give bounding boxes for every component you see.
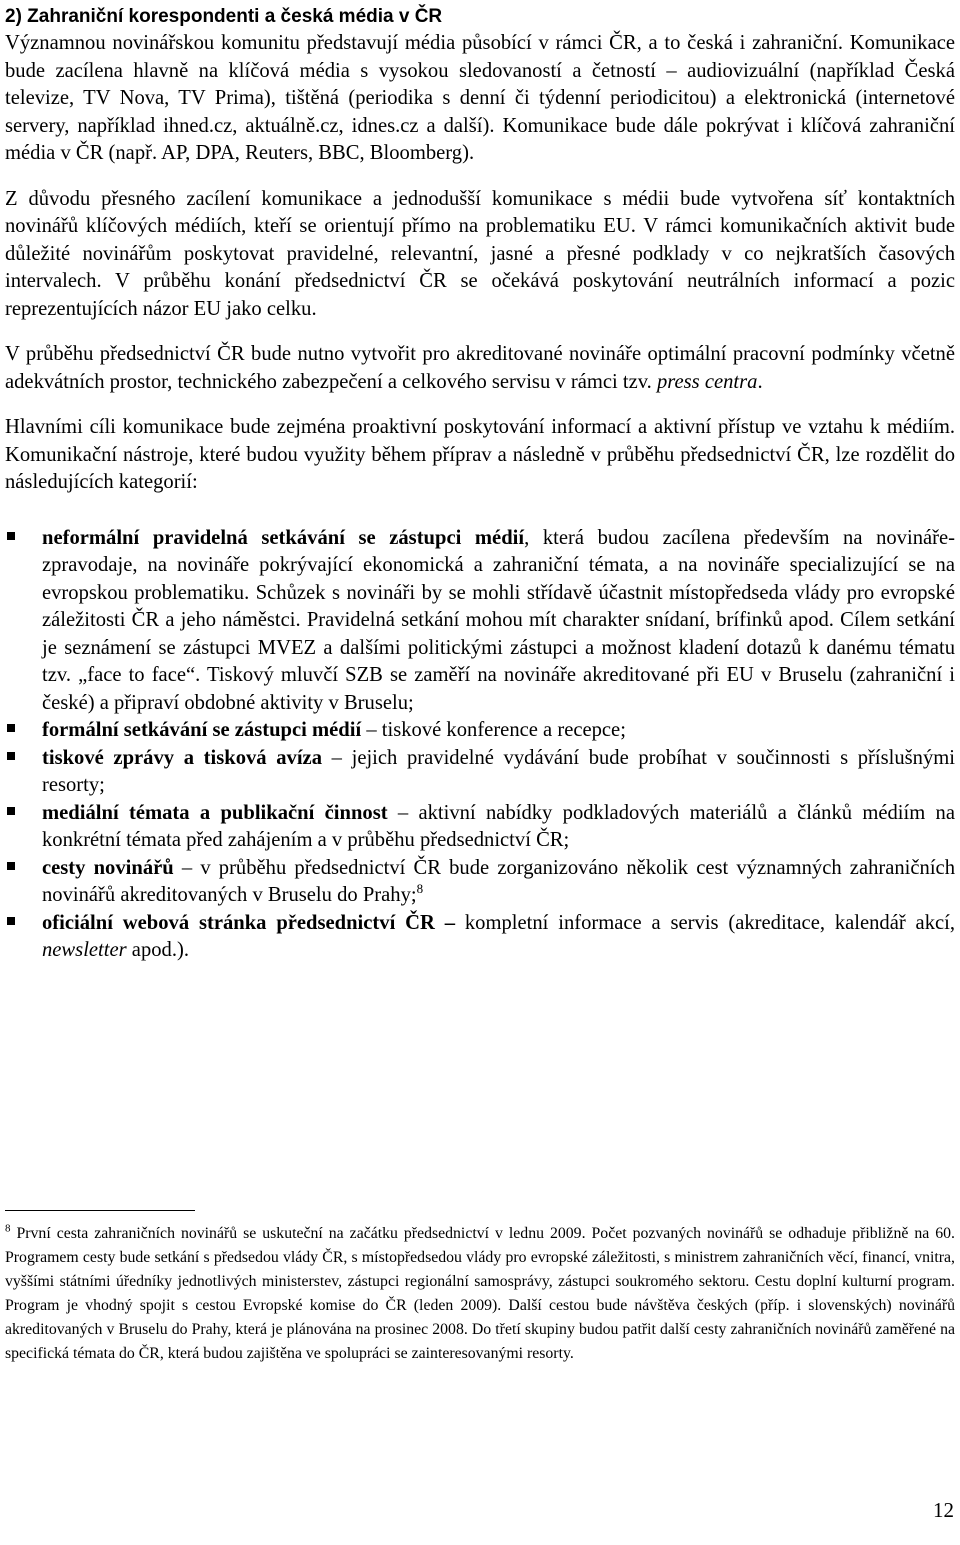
press-centre-italic: press centra bbox=[656, 370, 758, 393]
footnote-divider bbox=[5, 1210, 195, 1211]
list-item bbox=[5, 800, 955, 855]
communication-tools-list bbox=[5, 525, 955, 965]
list-item-text: – jejich pravidelné vydávání bude probíhat v součinnosti s příslušnými resorty; bbox=[42, 746, 955, 796]
press-centre-end: . bbox=[757, 370, 763, 393]
list-item bbox=[5, 910, 955, 965]
square-bullet-icon bbox=[7, 724, 15, 732]
list-item-text: , která budou zacílena především na novináře-zpravodaje, na novináře pokrývající ekonomická a zahraniční témata, a na novináře specializující se na evropskou problematiku. Schůzek s novináři by se mohli střídavě účastnit místopředseda vlády pro evropské záležitosti ČR a jeho náměstci. Pravidelná setkání mohou mít charakter snídaní, brífinků apod. Cílem setkání je seznámení se zástupci MVEZ a dalšími politickými zástupci a možnost kladení dotazů k danému tématu tzv. „face to face“. Tiskový mluvčí SZB se zaměří na novináře akreditované při EU v Bruselu (zahraniční i české) a připraví obdobné aktivity v Bruselu; bbox=[42, 526, 955, 714]
paragraph-communication-goals: Hlavními cíli komunikace bude zejména proaktivní poskytování informací a aktivní přístup ve vztahu k médiím. Komunikační nástroje, které budou využity během příprav a následně v průběhu předsednictví ČR, lze rozdělit do následujících kategorií: bbox=[5, 416, 955, 493]
section-heading: 2) Zahraniční korespondenti a česká média v ČR bbox=[5, 6, 443, 27]
list-item-bold: tiskové zprávy a tisková avíza bbox=[42, 746, 322, 769]
list-item-bold: oficiální webová stránka předsednictví ČR – bbox=[42, 911, 456, 934]
paragraph-media-community: Významnou novinářskou komunitu představují média působící v rámci ČR, a to česká i zahraniční. Komunikace bude zacílena hlavně na klíčová média s vysokou sledovaností a četností – audiovizuální (například Česká televize, TV Nova, TV Prima), tištěná (periodika s denní či týdenní periodicitou) a elektronická (internetové servery, například ihned.cz, aktuálně.cz, idnes.cz a další). Komunikace bude dále pokrývat i klíčová zahraniční média v ČR (např. AP, DPA, Reuters, BBC, Bloomberg). bbox=[5, 32, 955, 164]
list-item-tail: apod.). bbox=[126, 939, 189, 961]
list-item bbox=[5, 717, 955, 745]
footnote bbox=[5, 1222, 955, 1366]
square-bullet-icon bbox=[7, 917, 15, 925]
list-item-text: – v průběhu předsednictví ČR bude zorganizováno několik cest významných zahraničních novinářů akreditovaných v Bruselu do Prahy; bbox=[42, 856, 955, 906]
list-item bbox=[5, 525, 955, 718]
list-item-bold: formální setkávání se zástupci médií bbox=[42, 719, 362, 741]
list-item-text: – aktivní nabídky podkladových materiálů a článků médiím na konkrétní témata před zahájením a v průběhu předsednictví ČR; bbox=[42, 801, 955, 851]
list-item-bold: cesty novinářů bbox=[42, 856, 174, 879]
list-item-text: kompletní informace a servis (akreditace, kalendář akcí, bbox=[455, 911, 956, 934]
square-bullet-icon bbox=[7, 862, 15, 870]
square-bullet-icon bbox=[7, 532, 15, 540]
footnote-reference[interactable]: 8 bbox=[416, 881, 424, 897]
footnote-mark: 8 bbox=[5, 1222, 11, 1235]
list-item bbox=[5, 855, 955, 910]
list-item-italic: newsletter bbox=[42, 939, 127, 961]
square-bullet-icon bbox=[7, 752, 15, 760]
paragraph-contact-network: Z důvodu přesného zacílení komunikace a jednodušší komunikace s médii bude vytvořena síť kontaktních novinářů klíčových médiích, kteří se orientují přímo na problematiku EU. V rámci komunikačních aktivit bude důležité novinářům poskytovat pravidelné, relevantní, jasné a přesné podklady v co nejkratších časových intervalech. V průběhu konání předsednictví ČR se očekává poskytování neutrálních informací a pozic reprezentujících názor EU jako celku. bbox=[5, 187, 955, 320]
list-item bbox=[5, 745, 955, 800]
paragraph-press-centre bbox=[5, 341, 955, 396]
document-page bbox=[5, 0, 955, 965]
page-number: 12 bbox=[933, 1498, 954, 1522]
footnote-text: První cesta zahraničních novinářů se uskuteční na začátku předsednictví v lednu 2009. Počet pozvaných novinářů se odhaduje přibližně na 60. Programem cesty bude setkání s předsedou vlády ČR, s místopředsedou vlády pro evropské záležitosti, s ministrem zahraničních věcí, financí, vnitra, vyššími státními úředníky jednotlivých ministerstev, zástupci regionální samosprávy, zástupci soukromého sektoru. Cestu doplní kulturní program. Program je vhodný spojit s cestou Evropské komise do ČR (leden 2009). Další cestou bude návštěva českých (příp. i slovenských) novinářů akreditovaných v Bruselu do Prahy, která je plánována na prosinec 2008. Do třetí skupiny budou patřit další cesty zahraničních novinářů zaměřené na specifická témata do ČR, která budou zajištěna ve spolupráci se zainteresovanými resorty. bbox=[5, 1225, 955, 1362]
square-bullet-icon bbox=[7, 807, 15, 815]
press-centre-text: V průběhu předsednictví ČR bude nutno vytvořit pro akreditované novináře optimální pracovní podmínky včetně adekvátních prostor, technického zabezpečení a celkového servisu v rámci tzv. bbox=[5, 343, 955, 393]
list-item-bold: neformální pravidelná setkávání se zástupci médií bbox=[42, 526, 525, 549]
list-item-text: – tiskové konference a recepce; bbox=[361, 719, 626, 741]
list-item-bold: mediální témata a publikační činnost bbox=[42, 801, 388, 824]
